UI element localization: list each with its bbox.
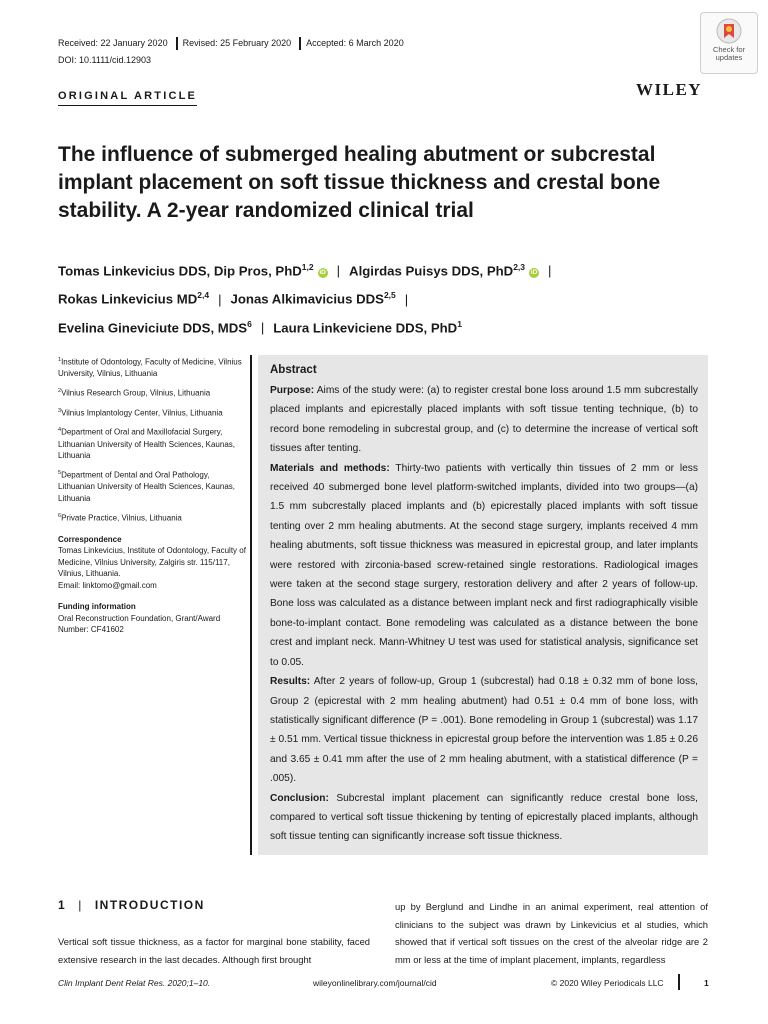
methods-text: Thirty-two patients with vertically thin tissues of 2 mm or less received 40 submerged bone level platform-switched implants, divided into two groups—(a) 1.5 mm subcrestally placed implants and (b) epicrestally placed implants with soft tissue tenting over 2 mm healing abutments. At the second stage surgery, implants received 4 mm healing abutments, soft tissue thickness was measured in epicrestal group, and later implants were restored with zirconia-based screw-retained single restorations. Radiological images were taken at the second stage surgery, restoration delivery and after 2 years of follow-up. Bone loss was calculated as a distance between implant neck and first radiographically visible bone-to-implant contact. Bone remodeling was calculated as a distance between the bone crest and implant neck. Mann-Whitney U test was used for statistical analysis, significance set to 0.05. <box>270 462 698 668</box>
affiliation <box>58 355 248 380</box>
divider <box>176 37 178 50</box>
footer-divider <box>678 974 680 990</box>
affiliation <box>58 468 248 504</box>
check-updates-label-2: updates <box>715 53 743 62</box>
orcid-icon[interactable]: iD <box>319 269 326 277</box>
conclusion-label: Conclusion: <box>270 792 329 804</box>
author-name[interactable]: Algirdas Puisys DDS, PhD <box>349 263 514 279</box>
affiliation-text: Department of Oral and Maxillofacial Surgery, Lithuanian University of Health Sciences, Kaunas, Lithuania <box>58 428 235 461</box>
body-paragraph: up by Berglund and Lindhe in an animal experiment, real attention of clinicians to the subject was drawn by Linkevicius et al studies, which showed that if vertical soft tissues on the crest of the alveolar ridge are 2 mm or less at the time of implant placement, implants, regardless <box>395 901 708 965</box>
copyright: © 2020 Wiley Periodicals LLC <box>551 978 664 988</box>
body-column-left <box>58 933 370 968</box>
abstract-heading: Abstract <box>270 364 317 376</box>
check-updates-icon <box>716 18 742 44</box>
doi: DOI: 10.1111/cid.12903 <box>58 55 152 65</box>
funding-text: Oral Reconstruction Foundation, Grant/Award Number: CF41602 <box>58 613 221 635</box>
page-footer <box>58 978 708 993</box>
abstract-rule <box>250 355 252 855</box>
body-column-right <box>395 898 708 968</box>
purpose-label: Purpose: <box>270 385 315 396</box>
correspondence-email[interactable]: Email: linktomo@gmail.com <box>58 580 157 590</box>
correspondence-text: Tomas Linkevicius, Institute of Odontology, Faculty of Medicine, Vilnius University, Zalgiris str. 115/117, Vilnius, Lithuania. <box>58 546 246 579</box>
author-affiliation-sup: 1,2 <box>301 262 314 272</box>
author-separator: | <box>336 263 341 279</box>
author-name[interactable]: Tomas Linkevicius DDS, Dip Pros, PhD <box>58 263 302 279</box>
author-affiliation-sup: 6 <box>247 318 252 329</box>
abstract-purpose <box>270 381 698 459</box>
publisher-logo[interactable]: WILEY <box>636 80 703 99</box>
funding-heading: Funding information <box>58 602 136 612</box>
body-paragraph: Vertical soft tissue thickness, as a factor for marginal bone stability, faced extensive research in the last decades. Although first brought <box>58 936 370 965</box>
section-pipe: | <box>78 898 83 912</box>
results-label: Results: <box>270 676 311 688</box>
affiliation-number: 2 <box>58 388 62 395</box>
affiliation-text: Department of Dental and Oral Pathology, Lithuanian University of Health Sciences, Kaunas, Lithuania <box>58 470 235 503</box>
received-date: Received: 22 January 2020 <box>58 37 168 48</box>
journal-citation: Clin Implant Dent Relat Res. 2020;1–10. <box>58 978 211 988</box>
affiliation-number: 3 <box>58 407 62 414</box>
section-title: INTRODUCTION <box>94 898 205 912</box>
author-affiliation-sup: 2,4 <box>197 290 210 301</box>
section-number: 1 <box>58 898 67 912</box>
affiliation <box>58 386 248 399</box>
purpose-text: Aims of the study were: (a) to register crestal bone loss around 1.5 mm subcrestally placed implants and epicrestally placed implants with soft tissue tenting technique, (b) to record bone remodeling in subcrestal group, and (c) to determine the increase of vertical soft tissues after tenting. <box>270 385 698 455</box>
affiliation-text: Private Practice, Vilnius, Lithuania <box>61 513 182 523</box>
article-dates <box>58 37 404 50</box>
accepted-date: Accepted: 6 March 2020 <box>306 37 404 48</box>
affiliations-column <box>58 355 248 642</box>
author-affiliation-sup: 2,5 <box>383 290 396 301</box>
correspondence-heading: Correspondence <box>58 534 122 544</box>
results-text: After 2 years of follow-up, Group 1 (subcrestal) had 0.18 ± 0.32 mm of bone loss, Group 2 (epicrestal with 2 mm healing abutment) had 0.51 ± 0.4 mm of bone loss, with statistically significant difference (P = .001). Bone remodeling in Group 1 (subcrestal) was 1.17 ± 0.51 mm. Vertical tissue thickness in epicrestal group before the intervention was 1.85 ± 0.26 and 3.65 ± 0.41 mm after the use of 2 mm healing abutment, with a statistical difference (P = .005). <box>270 676 698 785</box>
check-for-updates-badge[interactable] <box>700 12 758 74</box>
author-separator: | <box>548 263 552 279</box>
author-separator: | <box>404 291 409 307</box>
abstract-text <box>270 361 698 847</box>
section-heading-introduction <box>58 898 205 912</box>
affiliation <box>58 406 248 419</box>
author-name[interactable]: Laura Linkeviciene DDS, PhD <box>273 320 458 336</box>
abstract-conclusion <box>270 789 698 847</box>
page-number: 1 <box>704 978 709 988</box>
journal-url[interactable]: wileyonlinelibrary.com/journal/cid <box>313 978 437 988</box>
author-list <box>58 255 718 340</box>
article-title: The influence of submerged healing abutment or subcrestal implant placement on soft tissue thickness and crestal bone stability. A 2-year randomized clinical trial <box>58 143 661 222</box>
affiliation-text: Vilnius Implantology Center, Vilnius, Lithuania <box>61 408 223 418</box>
affiliation-text: Institute of Odontology, Faculty of Medicine, Vilnius University, Vilnius, Lithuania <box>58 357 242 379</box>
affiliation-number: 1 <box>58 357 62 363</box>
affiliation-number: 4 <box>58 427 62 434</box>
affiliation <box>58 511 248 524</box>
author-affiliation-sup: 2,3 <box>513 262 526 272</box>
affiliation-number: 6 <box>58 512 62 519</box>
divider <box>299 37 301 50</box>
abstract-results <box>270 672 698 788</box>
abstract-methods <box>270 459 698 672</box>
author-separator: | <box>218 291 222 307</box>
check-updates-label-1: Check for <box>712 45 746 54</box>
abstract-box <box>250 355 708 855</box>
author-name[interactable]: Rokas Linkevicius MD <box>58 291 198 307</box>
author-name[interactable]: Jonas Alkimavicius DDS <box>230 291 384 307</box>
article-type: ORIGINAL ARTICLE <box>58 90 197 106</box>
author-separator: | <box>260 320 265 336</box>
revised-date: Revised: 25 February 2020 <box>182 37 292 48</box>
orcid-icon[interactable]: iD <box>530 269 538 277</box>
affiliation <box>58 425 248 461</box>
affiliation-text: Vilnius Research Group, Vilnius, Lithuania <box>61 388 211 398</box>
affiliation-number: 5 <box>58 470 62 477</box>
conclusion-text: Subcrestal implant placement can significantly reduce crestal bone loss, compared to vertical soft tissue thickening by tenting of epicrestally placed implants, although soft tissue tenting can significantly increase soft tissue thickness. <box>270 792 698 843</box>
methods-label: Materials and methods: <box>270 462 390 474</box>
author-name[interactable]: Evelina Gineviciute DDS, MDS <box>58 320 248 336</box>
author-affiliation-sup: 1 <box>457 318 462 329</box>
